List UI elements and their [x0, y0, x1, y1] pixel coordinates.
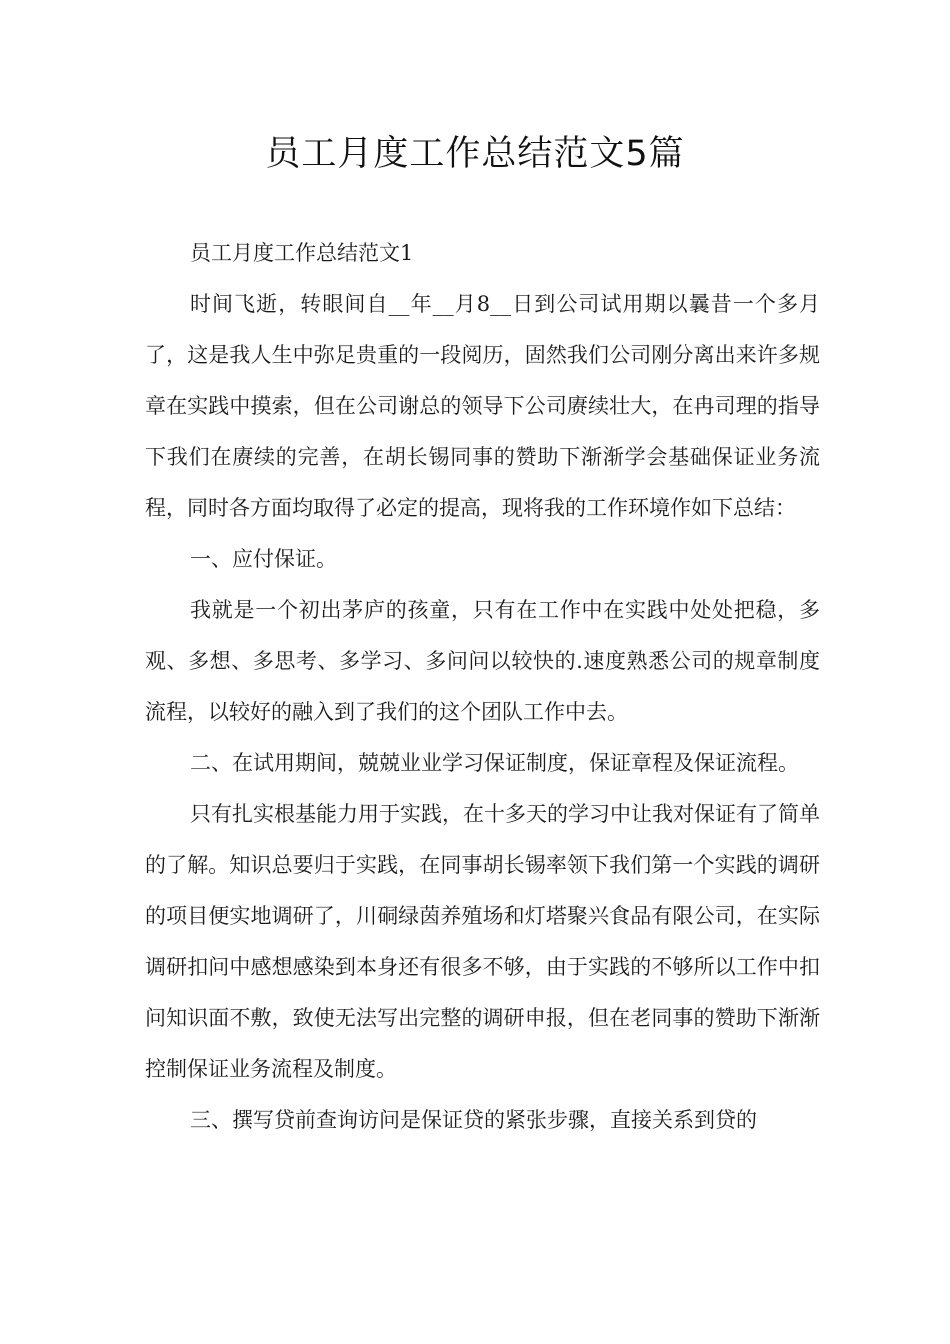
paragraph-1: 我就是一个初出茅庐的孩童，只有在工作中在实践中处处把稳，多观、多想、多思考、多学习、多问问以较快的.速度熟悉公司的规章制度流程，以较好的融入到了我们的这个团队工作中去。 [145, 598, 820, 724]
section-point-1: 一、应付保证。 [190, 547, 337, 571]
paragraph-intro: 时间飞逝，转眼间自__年__月8__日到公司试用期以曩昔一个多月了，这是我人生中弥足贵重的一段阅历，固然我们公司刚分离出来许多规章在实践中摸索，但在公司谢总的领导下公司赓续壮大，在冉司理的指导下我们在赓续的完善，在胡长锡同事的赞助下渐渐学会基础保证业务流程，同时各方面均取得了必定的提高，现将我的工作环境作如下总结： [145, 292, 820, 520]
section-point-3: 三、撰写贷前查询访问是保证贷的紧张步骤，直接关系到贷的 [190, 1108, 757, 1132]
document-title: 员工月度工作总结范文5篇 [265, 134, 685, 174]
section-heading: 员工月度工作总结范文1 [190, 241, 414, 265]
paragraph-2: 只有扎实根基能力用于实践，在十多天的学习中让我对保证有了简单的了解。知识总要归于实践，在同事胡长锡率领下我们第一个实践的调研的项目便实地调研了，川硐绿茵养殖场和灯塔聚兴食品有限公司，在实际调研扣问中感想感染到本身还有很多不够，由于实践的不够所以工作中扣问知识面不敷，致使无法写出完整的调研申报，但在老同事的赞助下渐渐控制保证业务流程及制度。 [145, 802, 820, 1081]
section-point-2: 二、在试用期间，兢兢业业学习保证制度，保证章程及保证流程。 [190, 751, 799, 775]
document-body [145, 228, 820, 1146]
